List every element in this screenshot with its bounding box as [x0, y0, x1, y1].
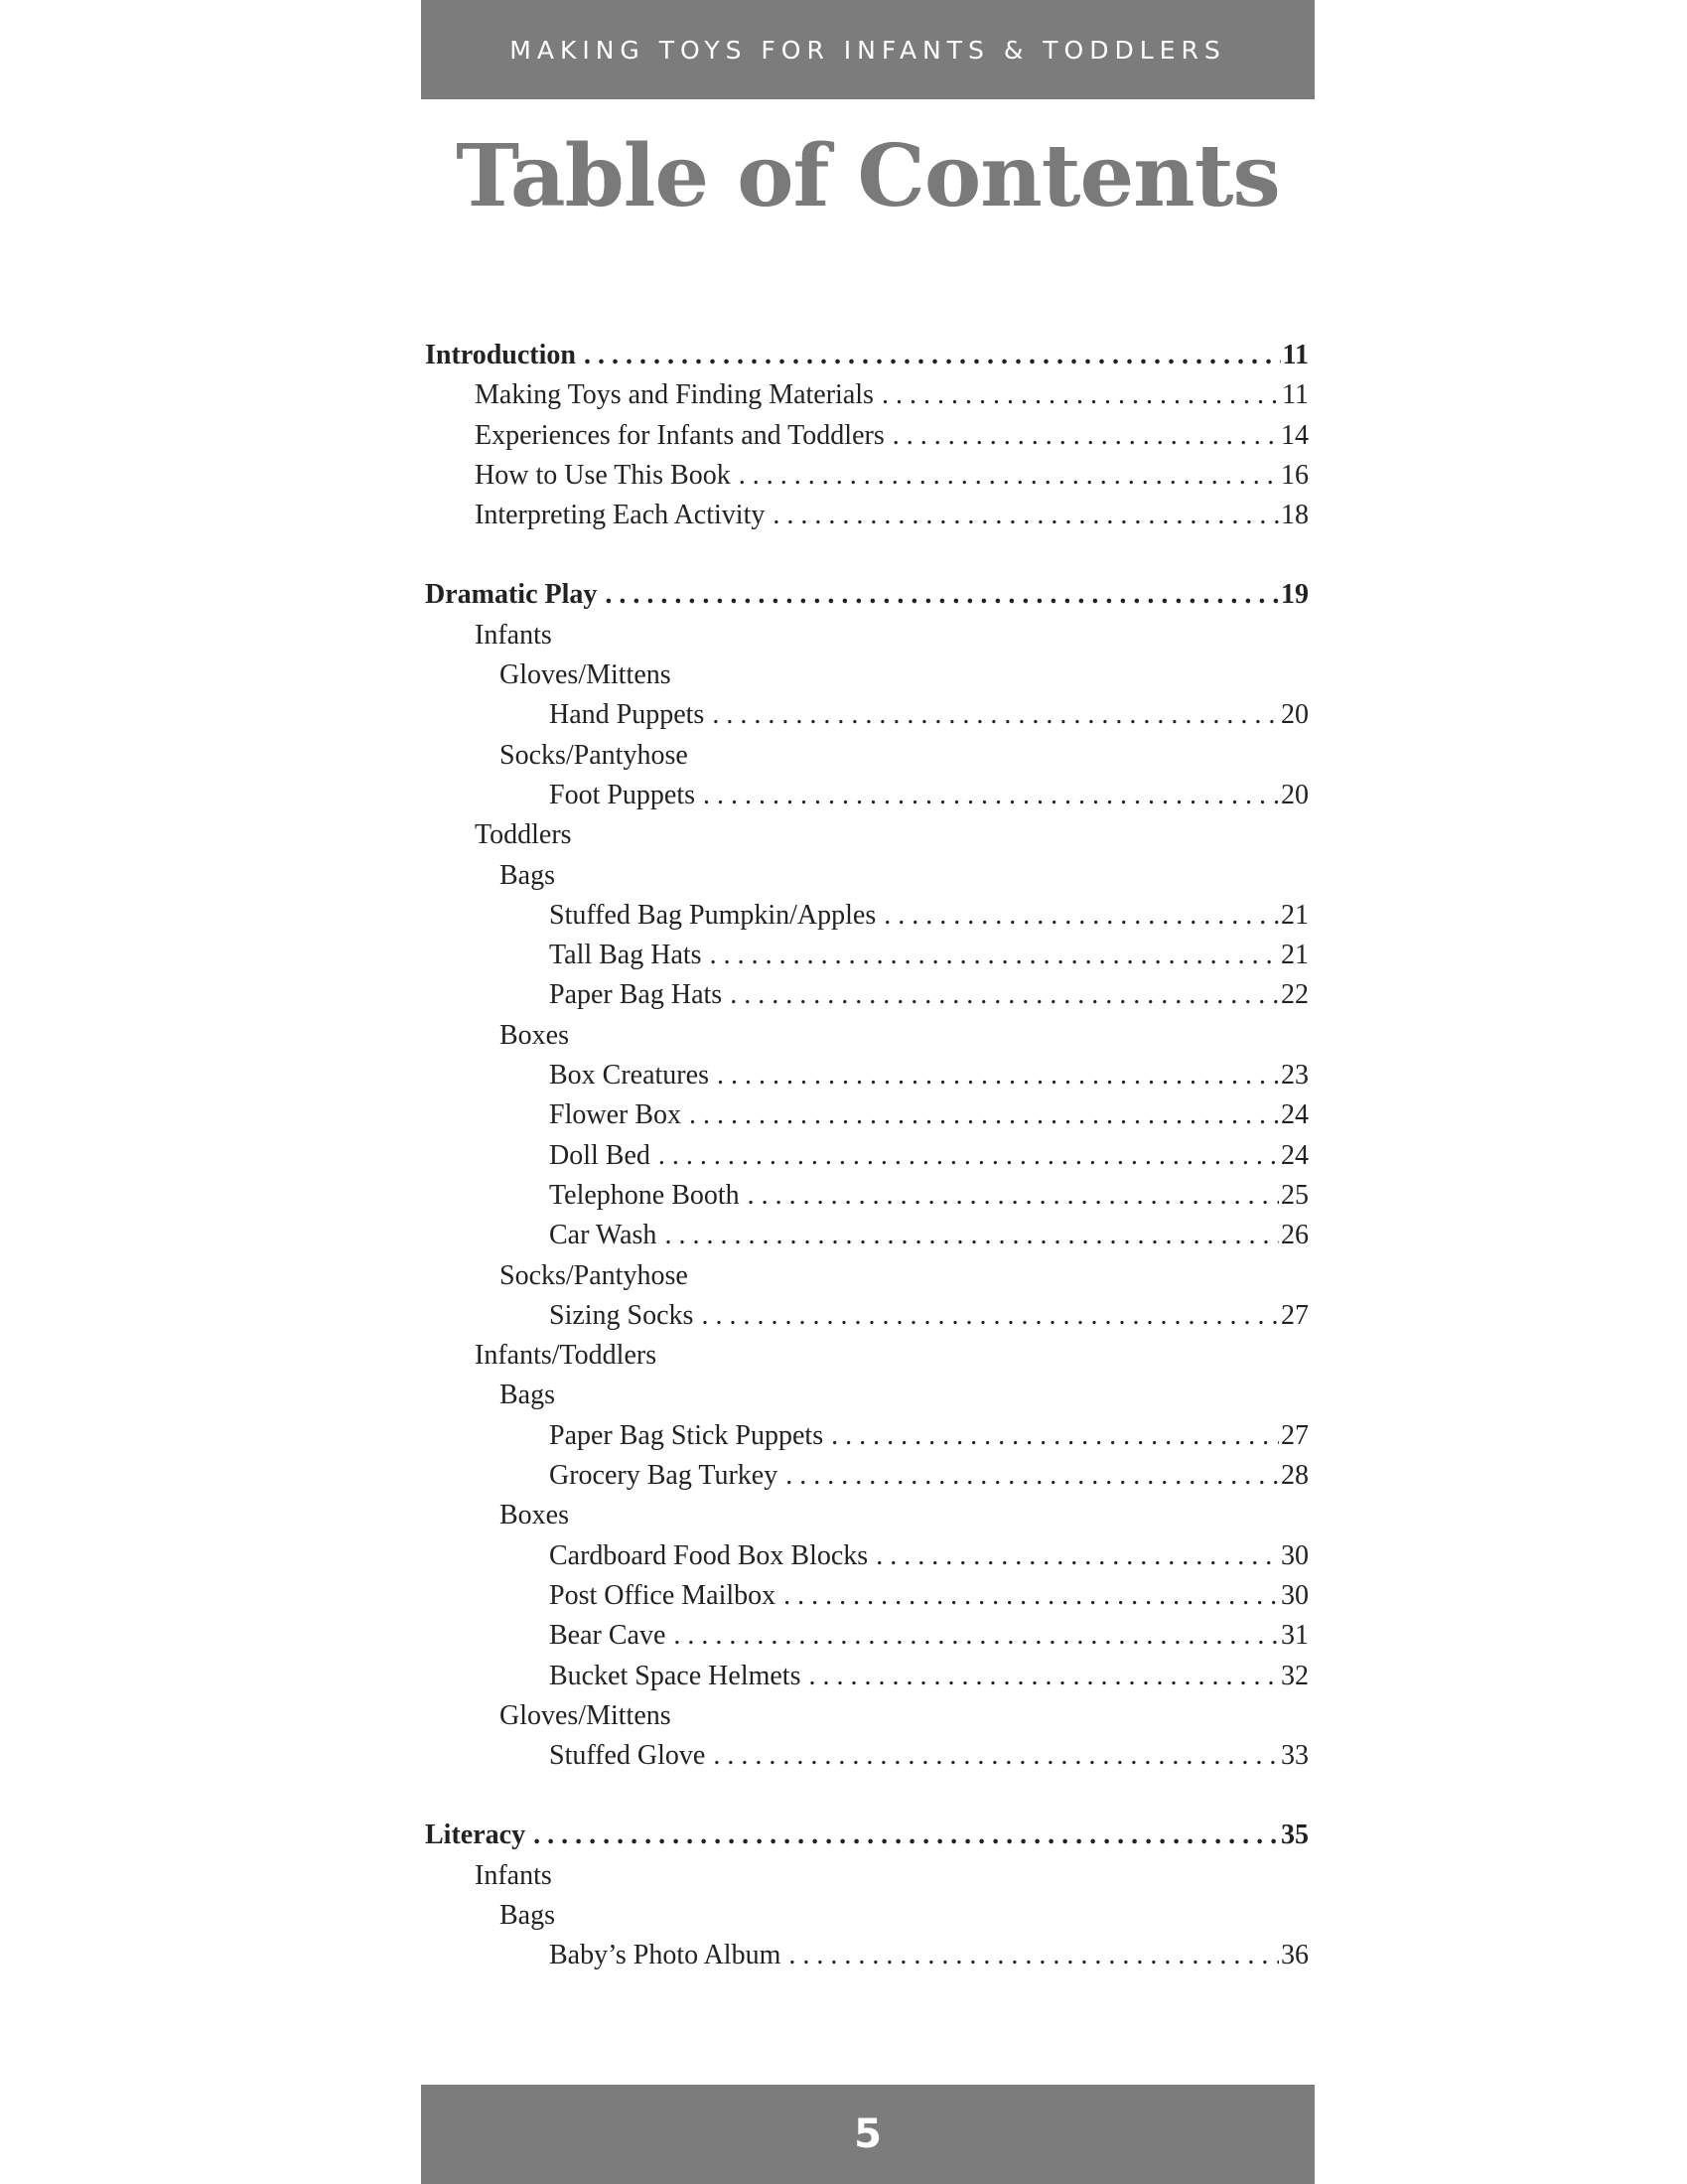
- toc-page-number: 21: [1281, 899, 1309, 931]
- toc-entry: [425, 1056, 1309, 1095]
- toc-page-number: 30: [1281, 1539, 1309, 1571]
- toc-entry: [425, 1136, 1309, 1176]
- toc-leader-dots: [717, 1056, 1279, 1095]
- toc-entry: [425, 375, 1309, 415]
- toc-page-number: 30: [1281, 1579, 1309, 1611]
- toc-page-number: 25: [1281, 1179, 1309, 1211]
- toc-entry: [425, 1576, 1309, 1616]
- toc-entry: [425, 1657, 1309, 1696]
- toc-entry-label: Bucket Space Helmets: [549, 1660, 801, 1691]
- toc-entry-label: Post Office Mailbox: [549, 1579, 776, 1611]
- toc-entry-label: Socks/Pantyhose: [499, 1259, 688, 1291]
- toc-page-number: 26: [1281, 1220, 1309, 1251]
- toc-entry-label: Telephone Booth: [549, 1179, 740, 1211]
- toc-leader-dots: [701, 1296, 1279, 1336]
- toc-page-number: 28: [1281, 1460, 1309, 1492]
- toc-page-number: 16: [1281, 459, 1309, 491]
- toc-entry: [425, 1456, 1309, 1496]
- toc-entry-label: Box Creatures: [549, 1060, 709, 1092]
- toc-entry-label: Car Wash: [549, 1220, 657, 1251]
- toc-leader-dots: [710, 936, 1279, 975]
- toc-leader-dots: [783, 1576, 1279, 1616]
- toc-entry-label: Infants: [475, 619, 552, 651]
- toc-page-number: 27: [1281, 1299, 1309, 1331]
- toc-entry: [425, 896, 1309, 936]
- toc-entry-label: Foot Puppets: [549, 779, 696, 810]
- toc-category: [425, 1376, 1309, 1415]
- toc-entry-label: Doll Bed: [549, 1139, 650, 1171]
- toc-entry: [425, 456, 1309, 496]
- toc-leader-dots: [893, 416, 1279, 456]
- toc-entry-label: Tall Bag Hats: [549, 940, 702, 971]
- toc-entry: [425, 1736, 1309, 1776]
- toc-entry-label: How to Use This Book: [475, 459, 731, 491]
- toc-entry-label: Hand Puppets: [549, 699, 705, 731]
- toc-leader-dots: [785, 1456, 1279, 1496]
- toc-entry-label: Bags: [499, 1380, 555, 1411]
- toc-leader-dots: [773, 496, 1279, 535]
- toc-entry: [425, 1216, 1309, 1255]
- toc-category: [425, 655, 1309, 695]
- toc-entry-label: Gloves/Mittens: [499, 659, 671, 691]
- toc-entry-label: Infants/Toddlers: [475, 1340, 657, 1372]
- toc-page-number: 19: [1281, 579, 1309, 611]
- toc-category: [425, 1016, 1309, 1056]
- toc-entry-label: Experiences for Infants and Toddlers: [475, 419, 885, 451]
- toc-leader-dots: [739, 456, 1279, 496]
- toc-entry-label: Boxes: [499, 1500, 569, 1531]
- toc-leader-dots: [831, 1416, 1279, 1456]
- toc-entry-label: Socks/Pantyhose: [499, 739, 688, 771]
- page-footer: [421, 2085, 1315, 2184]
- toc-page-number: 11: [1282, 379, 1309, 411]
- toc-leader-dots: [884, 896, 1279, 936]
- toc-category: [425, 856, 1309, 896]
- toc-entry: [425, 1296, 1309, 1336]
- toc-entry-label: Paper Bag Hats: [549, 979, 723, 1011]
- toc-leader-dots: [730, 975, 1279, 1015]
- toc-entry-label: Dramatic Play: [425, 579, 598, 611]
- toc-category: [425, 1896, 1309, 1936]
- toc-leader-dots: [533, 1816, 1279, 1855]
- running-title: MAKING TOYS FOR INFANTS & TODDLERS: [509, 35, 1226, 65]
- toc-entry-label: Boxes: [499, 1019, 569, 1051]
- toc-entry-label: Baby’s Photo Album: [549, 1940, 781, 1971]
- toc-entry-label: Bear Cave: [549, 1620, 666, 1652]
- toc-entry-label: Grocery Bag Turkey: [549, 1460, 778, 1492]
- toc-page-number: 21: [1281, 940, 1309, 971]
- toc-category: [425, 1696, 1309, 1736]
- toc-page-number: 18: [1281, 500, 1309, 531]
- toc-entry: [425, 936, 1309, 975]
- toc-section: [425, 575, 1309, 615]
- toc-entry-label: Stuffed Bag Pumpkin/Apples: [549, 899, 877, 931]
- toc-category: [425, 1856, 1309, 1896]
- toc-entry-label: Bags: [499, 859, 555, 891]
- toc-page-number: 36: [1281, 1940, 1309, 1971]
- toc-leader-dots: [605, 575, 1279, 615]
- toc-entry-label: Flower Box: [549, 1099, 681, 1131]
- toc-entry: [425, 496, 1309, 535]
- toc-entry: [425, 1095, 1309, 1135]
- toc-leader-dots: [748, 1176, 1279, 1216]
- toc-leader-dots: [712, 695, 1279, 735]
- page-title: Table of Contents: [456, 126, 1280, 226]
- toc-leader-dots: [703, 776, 1279, 815]
- toc-category: [425, 1256, 1309, 1296]
- toc-leader-dots: [658, 1136, 1279, 1176]
- toc-leader-dots: [673, 1616, 1279, 1656]
- toc-entry: [425, 416, 1309, 456]
- toc-section: [425, 336, 1309, 375]
- book-page: [421, 0, 1315, 2184]
- toc-entry-label: Literacy: [425, 1820, 526, 1851]
- toc-entry: [425, 1176, 1309, 1216]
- toc-page-number: 23: [1281, 1060, 1309, 1092]
- toc-page-number: 14: [1281, 419, 1309, 451]
- toc-page-number: 31: [1281, 1620, 1309, 1652]
- toc-entry-label: Paper Bag Stick Puppets: [549, 1419, 824, 1451]
- toc-page-number: 20: [1281, 779, 1309, 810]
- toc-entry-label: Interpreting Each Activity: [475, 500, 766, 531]
- toc-category: [425, 815, 1309, 855]
- toc-category: [425, 736, 1309, 776]
- toc-page-number: 27: [1281, 1419, 1309, 1451]
- toc-page-number: 32: [1281, 1660, 1309, 1691]
- toc-leader-dots: [713, 1736, 1279, 1776]
- toc-page-number: 24: [1281, 1139, 1309, 1171]
- toc-page-number: 33: [1281, 1740, 1309, 1772]
- running-header: [421, 0, 1315, 99]
- toc-page-number: 11: [1282, 340, 1309, 370]
- toc-page-number: 22: [1281, 979, 1309, 1011]
- toc-leader-dots: [584, 336, 1281, 375]
- toc-entry: [425, 1416, 1309, 1456]
- toc-entry-label: Gloves/Mittens: [499, 1699, 671, 1731]
- toc-section: [425, 1816, 1309, 1855]
- toc-entry: [425, 695, 1309, 735]
- toc-entry: [425, 1936, 1309, 1975]
- toc-entry-label: Infants: [475, 1859, 552, 1891]
- toc-leader-dots: [808, 1657, 1279, 1696]
- toc-leader-dots: [882, 375, 1280, 415]
- toc-leader-dots: [664, 1216, 1279, 1255]
- toc-entry: [425, 975, 1309, 1015]
- toc-entry: [425, 776, 1309, 815]
- toc-entry-label: Bags: [499, 1899, 555, 1931]
- toc-category: [425, 1496, 1309, 1535]
- table-of-contents: [425, 336, 1309, 1976]
- toc-leader-dots: [788, 1936, 1279, 1975]
- toc-page-number: 20: [1281, 699, 1309, 731]
- toc-entry: [425, 1616, 1309, 1656]
- toc-entry-label: Making Toys and Finding Materials: [475, 379, 874, 411]
- toc-page-number: 35: [1281, 1820, 1309, 1851]
- toc-category: [425, 616, 1309, 655]
- toc-entry: [425, 1536, 1309, 1576]
- toc-entry-label: Introduction: [425, 340, 576, 370]
- toc-category: [425, 1336, 1309, 1376]
- toc-leader-dots: [689, 1095, 1279, 1135]
- toc-entry-label: Toddlers: [475, 819, 572, 851]
- toc-entry-label: Cardboard Food Box Blocks: [549, 1539, 869, 1571]
- page-number: 5: [854, 2111, 882, 2157]
- toc-page-number: 24: [1281, 1099, 1309, 1131]
- toc-entry-label: Stuffed Glove: [549, 1740, 706, 1772]
- toc-entry-label: Sizing Socks: [549, 1299, 694, 1331]
- toc-leader-dots: [876, 1536, 1279, 1576]
